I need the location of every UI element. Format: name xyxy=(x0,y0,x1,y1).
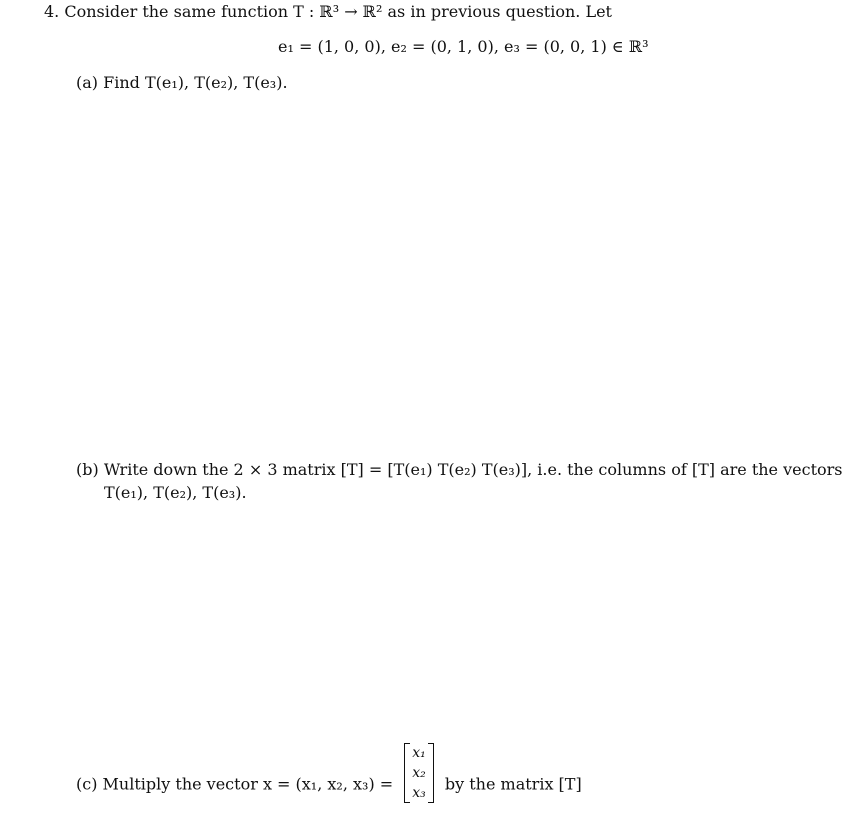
column-vector-x xyxy=(404,743,434,803)
basis-vectors-definition xyxy=(278,37,649,57)
part-b-label: (b) xyxy=(76,460,99,479)
part-b xyxy=(76,460,843,480)
part-b-text-line2: T(e₁), T(e₂), T(e₃). xyxy=(104,483,247,502)
part-c-text-before: Multiply the vector x = (x₁, x₂, x₃) = xyxy=(102,774,394,794)
basis-vectors-text: e₁ = (1, 0, 0), e₂ = (0, 1, 0), e₃ = (0, 0, 1) ∈ ℝ³ xyxy=(278,37,649,56)
part-b-continuation xyxy=(104,483,247,503)
vector-entry-1: x₁ xyxy=(412,745,426,761)
vector-entry-3: x₃ xyxy=(412,785,426,801)
part-a-label: (a) xyxy=(76,73,99,92)
part-a-text: Find T(e₁), T(e₂), T(e₃). xyxy=(103,73,288,92)
part-a xyxy=(76,73,288,93)
part-c xyxy=(76,745,582,803)
question-tail: as in previous question. Let xyxy=(387,2,612,21)
vector-entry-2: x₂ xyxy=(412,765,426,781)
question-lead: Consider the same function xyxy=(64,2,289,21)
function-map: T : ℝ³ → ℝ² xyxy=(293,2,383,21)
part-c-label: (c) xyxy=(76,774,98,794)
part-c-text-after: by the matrix [T] xyxy=(444,774,582,794)
question-number: 4. xyxy=(44,2,60,21)
question-statement xyxy=(44,2,612,22)
part-b-text-line1: Write down the 2 × 3 matrix [T] = [T(e₁) T(e₂) T(e₃)], i.e. the columns of [T] are the vectors xyxy=(103,460,843,479)
